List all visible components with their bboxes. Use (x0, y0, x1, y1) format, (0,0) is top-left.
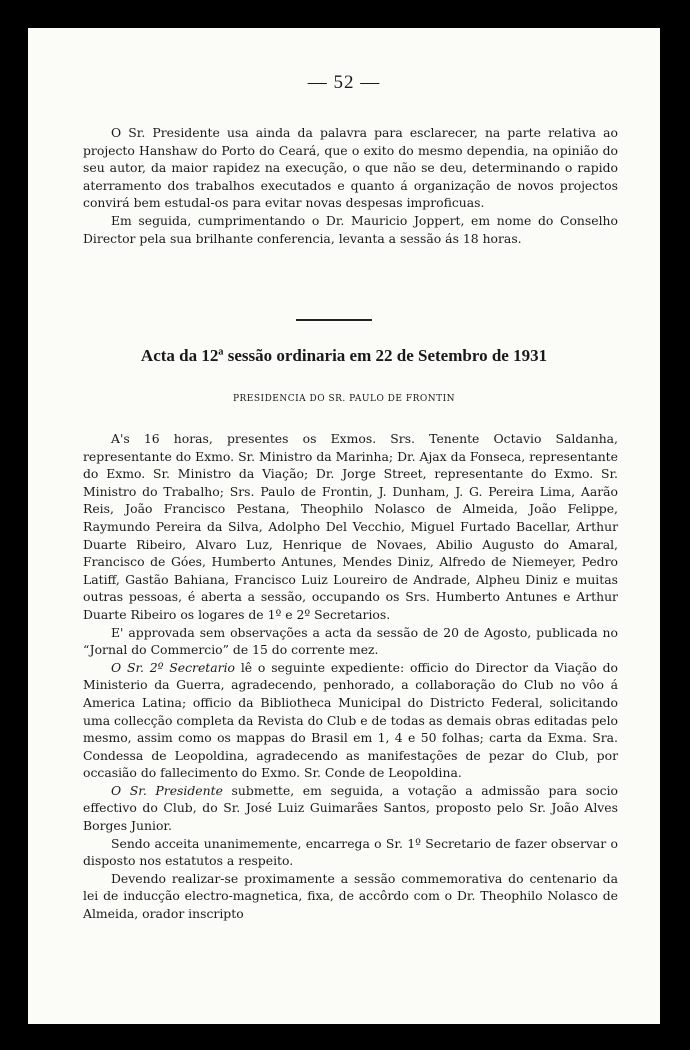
presidency-line: PRESIDENCIA DO SR. PAULO DE FRONTIN (232, 394, 456, 404)
closing-paragraph-2: Em seguida, cumprimentando o Dr. Mauricio Joppert, em nome do Conselho Director pela sua brilhante conferencia, levanta a sessão ás 18 horas. (83, 212, 618, 246)
scanned-page (28, 28, 660, 1024)
admission-text: submette, em seguida, a votação a admissão para socio effectivo do Club, do Sr. José Luiz Guimarães Santos, proposto pelo Sr. João Alves Borges Junior. (83, 782, 618, 834)
closing-paragraph-1: O Sr. Presidente usa ainda da palavra para esclarecer, na parte relativa ao projecto Hanshaw do Porto do Ceará, que o exito do mesmo dependia, na opinião do seu autor, da maior rapidez na execução, o que não se deu, determinando o rapido aterramento dos trabalhos executados e quanto á organização de novos projectos convirá bem estudal-os para evitar novas despesas improficuas. (83, 125, 618, 211)
act-paragraph-attendance: A's 16 horas, presentes os Exmos. Srs. Tenente Octavio Saldanha, representante do Exmo. Sr. Ministro da Marinha; Dr. Ajax da Fonseca, representante do Exmo. Sr. Ministro da Viação; Dr. Jorge Street, representante do Exmo. Sr. Ministro do Trabalho; Srs. Paulo de Frontin, J. Dunham, J. G. Pereira Lima, Aarão Reis, João Francisco Pestana, Theophilo Nolasco de Almeida, João Felippe, Raymundo Pereira da Silva, Adolpho Del Vecchio, Miguel Furtado Bacellar, Arthur Duarte Ribeiro, Alvaro Luz, Henrique de Novaes, Abilio Augusto do Amaral, Francisco de Góes, Humberto Antunes, Mendes Diniz, Alfredo de Niemeyer, Pedro Latiff, Gastão Bahiana, Francisco Luiz Loureiro de Andrade, Alpheu Diniz e muitas outras pessoas, é aberta a sessão, occupando os Srs. Humberto Antunes e Arthur Duarte Ribeiro os logares de 1º e 2º Secretarios. (83, 431, 618, 622)
section-divider (296, 319, 372, 321)
closing-section (83, 124, 618, 247)
act-paragraph-correspondence (83, 659, 618, 782)
act-paragraph-approval: E' approvada sem observações a acta da sessão de 20 de Agosto, publicada no “Jornal do Commercio” de 15 do corrente mez. (83, 624, 618, 658)
act-title: Acta da 12ª sessão ordinaria em 22 de Setembro de 1931 (140, 346, 548, 365)
page-number: — 52 — (307, 72, 381, 93)
act-paragraph-acceptance: Sendo acceita unanimemente, encarrega o Sr. 1º Secretario de fazer observar o disposto nos estatutos a respeito. (83, 835, 618, 869)
act-body (83, 430, 618, 923)
secretary-reference: O Sr. 2º Secretario (111, 659, 236, 675)
act-paragraph-admission (83, 782, 618, 835)
correspondence-text: lê o seguinte expediente: officio do Director da Viação do Ministerio da Guerra, agradecendo, penhorado, a collaboração do Club no vôo á America Latina; officio da Bibliotheca Municipal do Districto Federal, solicitando uma collecção completa da Revista do Club e de todas as demais obras editadas pelo mesmo, assim como os mappas do Brasil em 1, 4 e 50 folhas; carta da Exma. Sra. Condessa de Leopoldina, agradecendo as manifestações de pezar do Club, por occasião do fallecimento do Exmo. Sr. Conde de Leopoldina. (83, 659, 618, 781)
act-paragraph-commemoration: Devendo realizar-se proximamente a sessão commemorativa do centenario da lei de inducção electro-magnetica, fixa, de accôrdo com o Dr. Theophilo Nolasco de Almeida, orador inscripto (83, 870, 618, 922)
president-reference: O Sr. Presidente (111, 782, 223, 798)
